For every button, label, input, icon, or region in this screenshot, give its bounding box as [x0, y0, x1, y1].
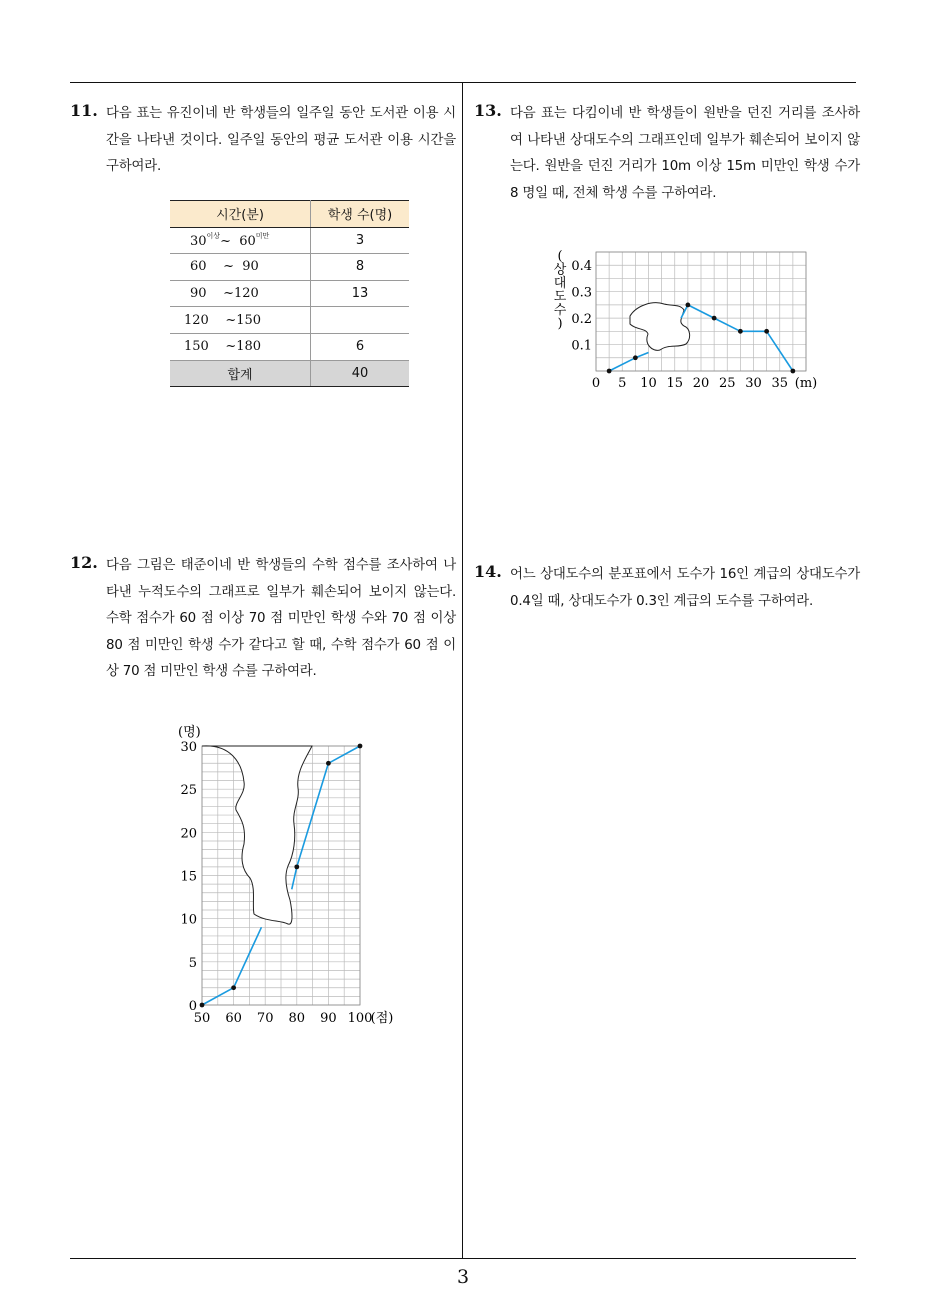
- x-tick-label: 60: [225, 1011, 242, 1026]
- data-point: [712, 316, 717, 321]
- problem-number: 14.: [474, 562, 502, 581]
- class-interval: 120 ~150: [170, 307, 311, 334]
- x-tick-label: 0: [591, 376, 601, 391]
- total-label: 합계: [170, 360, 311, 387]
- problem-text: 다음 표는 유진이네 반 학생들의 일주일 동안 도서관 이용 시간을 나타낸 것이다. 일주일 동안의 평균 도서관 이용 시간을 구하여라.: [106, 106, 456, 174]
- x-unit-label: (m): [794, 376, 818, 391]
- y-tick-label: 0.1: [571, 338, 592, 354]
- x-tick-label: 30: [745, 376, 762, 391]
- problem-text: 다음 표는 다킴이네 반 학생들이 원반을 던진 거리를 조사하여 나타낸 상대도수의 그래프인데 일부가 훼손되어 보이지 않는다. 원반을 던진 거리가 10m 이상 15m 미만인 학생 수가 8 명일 때, 전체 학생 수를 구하여라.: [510, 106, 860, 201]
- y-tick-label: 0: [188, 999, 197, 1014]
- data-point: [231, 985, 236, 990]
- class-interval: 150 ~180: [170, 333, 311, 360]
- y-unit-label: (명): [178, 725, 201, 740]
- y-axis-label: ( 상 대 도 수 ): [553, 249, 567, 332]
- y-tick-label: 5: [188, 955, 197, 971]
- table-row: [170, 307, 409, 334]
- data-point: [764, 329, 769, 334]
- x-tick-label: 10: [640, 376, 657, 391]
- table-header-row: [170, 201, 409, 228]
- data-point: [358, 744, 363, 749]
- x-unit-label: (점): [370, 1011, 394, 1026]
- class-interval: $30^{이상}\sim$ $60^{미만}$: [170, 227, 311, 254]
- problem-number: 12.: [70, 553, 98, 572]
- x-tick-label: 20: [692, 376, 710, 391]
- count-cell: [311, 307, 410, 334]
- y-tick-label: 25: [180, 783, 197, 799]
- x-tick-label: 50: [193, 1011, 211, 1026]
- count-cell: 13: [311, 280, 410, 307]
- problem-number: 11.: [70, 101, 98, 120]
- top-rule: [70, 82, 856, 83]
- y-tick-label: 30: [180, 740, 197, 755]
- page-number: 3: [456, 1266, 470, 1288]
- column-header: 시간(분): [170, 201, 311, 228]
- data-point: [790, 369, 795, 374]
- x-tick-label: 70: [256, 1011, 274, 1026]
- y-tick-label: 10: [180, 912, 197, 928]
- column-divider: [462, 82, 463, 1259]
- x-tick-label: 80: [288, 1011, 306, 1026]
- table-row: [170, 280, 409, 307]
- x-tick-label: 90: [320, 1011, 337, 1026]
- y-tick-label: 0.2: [571, 312, 592, 328]
- series-segment: [234, 927, 262, 987]
- x-tick-label: 15: [666, 376, 684, 391]
- total-value: 40: [311, 360, 410, 387]
- chart-labels: [554, 249, 818, 391]
- class-interval: 90 ~120: [170, 280, 311, 307]
- data-point: [738, 329, 743, 334]
- table-row: [170, 254, 409, 281]
- count-cell: 8: [311, 254, 410, 281]
- count-cell: 3: [311, 227, 410, 254]
- y-tick-label: 0.4: [571, 259, 592, 275]
- y-tick-label: 0.3: [571, 285, 592, 301]
- x-tick-label: 100: [347, 1011, 373, 1026]
- relative-frequency-chart: [540, 240, 830, 400]
- problem-text: 어느 상대도수의 분포표에서 도수가 16인 계급의 상대도수가 0.4일 때, 상대도수가 0.3인 계급의 도수를 구하여라.: [510, 567, 860, 609]
- data-point: [607, 369, 612, 374]
- column-header: 학생 수(명): [311, 201, 410, 228]
- x-tick-label: 25: [718, 376, 736, 391]
- bottom-rule: [70, 1258, 856, 1259]
- x-tick-label: 35: [771, 376, 789, 391]
- damaged-area: [202, 746, 312, 924]
- table-total-row: [170, 360, 409, 387]
- damaged-area: [630, 303, 690, 351]
- y-tick-label: 15: [180, 869, 197, 885]
- series-segment: [292, 867, 297, 889]
- cumulative-frequency-chart: [170, 720, 400, 1030]
- data-point: [200, 1003, 205, 1008]
- table-row: [170, 333, 409, 360]
- y-tick-label: 20: [180, 826, 197, 842]
- table-row: [170, 227, 409, 254]
- x-tick-label: 5: [618, 376, 627, 391]
- data-point: [294, 864, 299, 869]
- problem-number: 13.: [474, 101, 502, 120]
- data-point: [685, 302, 690, 307]
- data-point: [326, 761, 331, 766]
- data-point: [633, 355, 638, 360]
- count-cell: 6: [311, 333, 410, 360]
- frequency-table: [170, 200, 409, 387]
- class-interval: 60 ~ 90: [170, 254, 311, 281]
- problem-text: 다음 그림은 태준이네 반 학생들의 수학 점수를 조사하여 나타낸 누적도수의 그래프로 일부가 훼손되어 보이지 않는다. 수학 점수가 60 점 이상 70 점 미만인 학생 수와 70 점 이상 80 점 미만인 학생 수가 같다고 할 때, 수학 점수가 60 점 이상 70 점 미만인 학생 수를 구하여라.: [106, 558, 456, 679]
